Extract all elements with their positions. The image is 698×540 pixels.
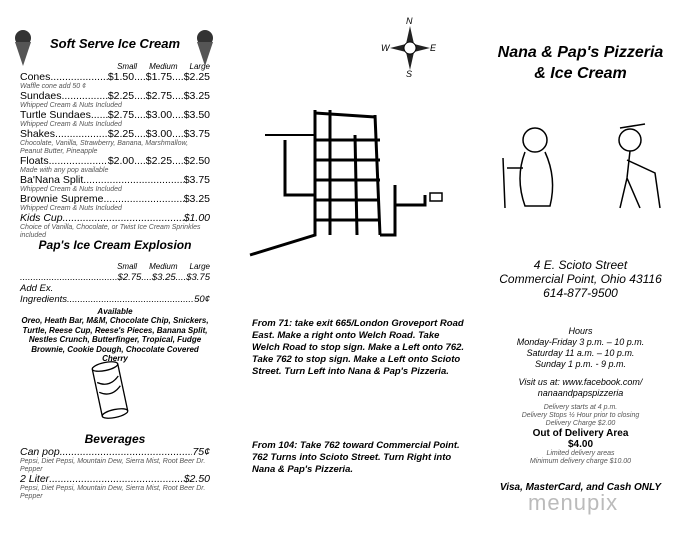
limited-areas: Limited delivery areas <box>546 450 615 457</box>
hours-title: Hours <box>568 326 593 336</box>
compass-n: N <box>406 16 413 26</box>
size-small: Small <box>117 262 138 271</box>
facebook-link[interactable]: Visit us at: www.facebook.com/ <box>518 377 643 387</box>
menu-item <box>20 110 210 121</box>
dot-leader: .... <box>134 90 146 102</box>
dot-leader: .... <box>172 155 184 167</box>
address-line-1: 4 E. Scioto Street <box>533 258 628 272</box>
item-price: $3.00 <box>145 109 173 121</box>
dot-leader <box>60 447 193 458</box>
hours-weekday: Monday-Friday 3 p.m. – 10 p.m. <box>516 337 645 347</box>
out-of-area-price: $4.00 <box>567 439 594 450</box>
soft-serve-list <box>20 62 210 240</box>
menu-item <box>20 72 210 83</box>
size-medium: Medium <box>149 262 178 271</box>
menu-item <box>20 91 210 102</box>
dot-leader <box>50 72 107 83</box>
dot-leader: .... <box>172 90 184 102</box>
item-price: $1.00 <box>183 212 210 224</box>
dot-leader: .... <box>134 128 146 140</box>
dot-leader <box>63 213 184 224</box>
item-description: Whipped Cream & Nuts Included <box>20 205 122 212</box>
item-price: $3.75 <box>183 174 210 186</box>
item-price: $2.50 <box>183 155 210 167</box>
item-description: Waffle cone add 50 ¢ <box>20 83 87 90</box>
item-description: Made with any pop available <box>20 167 109 174</box>
street-map <box>245 105 455 265</box>
size-large: Large <box>189 62 210 71</box>
dot-leader <box>83 175 183 186</box>
address-line-2: Commercial Point, Ohio 43116 <box>499 272 662 286</box>
item-price: $2.25 <box>145 155 173 167</box>
item-description: Pepsi, Diet Pepsi, Mountain Dew, Sierra Mist, Root Beer Dr. Pepper <box>20 458 206 473</box>
item-name: Cones <box>20 71 51 83</box>
directions-from-104: From 104: Take 762 toward Commercial Point. 762 Turns into Scioto Street. Turn Right into Nana & Pap's Pizzeria. <box>252 440 460 475</box>
minimum-charge: Minimum delivery charge $10.00 <box>529 458 632 465</box>
dot-leader <box>91 110 108 121</box>
menu-item <box>20 156 210 167</box>
compass-w: W <box>381 43 390 53</box>
item-price: $2.25 <box>107 90 135 102</box>
price-large: $3.75 <box>186 272 210 283</box>
size-large: Large <box>189 262 210 271</box>
dot-leader: .... <box>172 109 184 121</box>
item-price: $3.50 <box>183 109 210 121</box>
item-description: Choice of Vanilla, Chocolate, or Twist Ice Cream Sprinkles included <box>20 224 201 239</box>
item-name: Turtle Sundaes <box>20 109 91 121</box>
phone: 614-877-9500 <box>543 286 618 300</box>
item-price: $3.25 <box>183 90 210 102</box>
restaurant-name: Nana & Pap's Pizzeria <box>497 44 664 61</box>
available-label: Available <box>97 307 133 316</box>
item-name: Sundaes <box>20 90 62 102</box>
dot-leader <box>49 474 184 485</box>
delivery-start: Delivery starts at 4 p.m. <box>543 404 618 411</box>
item-price: $3.75 <box>183 128 210 140</box>
compass-e: E <box>430 43 437 53</box>
soda-can-icon <box>88 358 133 423</box>
dot-leader <box>49 156 108 167</box>
item-description: Pepsi, Diet Pepsi, Mountain Dew, Sierra Mist, Root Beer Dr. Pepper <box>20 485 206 500</box>
item-price: $1.50 <box>107 71 135 83</box>
item-name: Floats <box>20 155 49 167</box>
item-price: 75¢ <box>192 446 210 458</box>
menu-item <box>20 474 210 485</box>
item-price: $2.50 <box>183 473 210 485</box>
menu-item <box>20 447 210 458</box>
beverages-title: Beverages <box>84 432 146 446</box>
watermark: menupix <box>528 490 619 515</box>
item-name: Kids Cup <box>20 212 63 224</box>
restaurant-name-2: & Ice Cream <box>534 65 627 82</box>
out-of-area-label: Out of Delivery Area <box>532 428 629 439</box>
item-price: $1.75 <box>145 71 173 83</box>
ingredients-label: Ingredients <box>20 294 68 305</box>
item-name: 2 Liter <box>20 473 50 485</box>
beverages-list <box>20 447 210 501</box>
item-price: $3.00 <box>145 128 173 140</box>
menu-item <box>20 175 210 186</box>
item-name: Shakes <box>20 128 56 140</box>
item-description: Whipped Cream & Nuts Included <box>20 121 122 128</box>
directions-from-71: From 71: take exit 665/London Groveport Road East. Make a right onto Welch Road. Take Welch Road to stop sign. Make a Left onto 762. Take 762 to stop sign. Make a Left onto Scioto Street. Turn Left into Nana & Pap's Pizzeria. <box>252 318 465 377</box>
hours-sunday: Sunday 1 p.m. - 9 p.m. <box>534 359 627 369</box>
facebook-link-2[interactable]: nanaandpapspizzeria <box>537 388 624 398</box>
item-price: $2.75 <box>145 90 173 102</box>
item-name: Brownie Supreme <box>20 193 104 205</box>
menu-item <box>20 213 210 224</box>
nana-and-pap-illustration <box>495 118 685 213</box>
available-list: Oreo, Heath Bar, M&M, Chocolate Chip, Snickers, Turtle, Reese Cup, Reese's Pieces, Banana Split, Nestles Crunch, Butterfinger, Tropical, Fudge Brownie, Cookie Dough, Chocolate Covered Cherry <box>21 316 209 363</box>
dot-leader <box>55 129 108 140</box>
add-label: Add Ex. <box>20 283 54 294</box>
ingredients-price: 50¢ <box>194 294 210 305</box>
item-price: $3.25 <box>183 193 210 205</box>
item-price: $2.25 <box>183 71 210 83</box>
size-medium: Medium <box>149 62 178 71</box>
item-description: Whipped Cream & Nuts Included <box>20 102 122 109</box>
price-small: $2.75 <box>117 272 142 283</box>
item-description: Whipped Cream & Nuts Included <box>20 186 122 193</box>
dot-leader: .... <box>134 109 146 121</box>
delivery-stop: Delivery Stops ½ Hour prior to closing <box>521 412 640 419</box>
menu-item <box>20 129 210 140</box>
explosion-section: Small Medium Large ..... $2.75 .... $3.25 .... $3.75 Add Ex. Ingredients ..... 50¢ Available Oreo, Heath Bar, M&M, Chocolate Chip, Snickers, Turtle, Reese Cup, Reese's Pieces, Banana Split, Nestles Crunch, Butterfinger, Tropical, Fudge Brownie, Cookie Dough, Chocolate Covered Cherry <box>20 262 210 364</box>
item-price: $2.00 <box>107 155 135 167</box>
dot-leader: .... <box>172 128 184 140</box>
size-small: Small <box>117 62 138 71</box>
item-name: Can pop <box>20 446 60 458</box>
dot-leader: .... <box>134 71 146 83</box>
compass-rose-icon <box>380 16 440 80</box>
compass-s: S <box>406 69 413 79</box>
item-name: Ba'Nana Split <box>20 174 84 186</box>
hours-saturday: Saturday 11 a.m. – 10 p.m. <box>526 348 635 358</box>
price-medium: $3.25 <box>151 272 176 283</box>
item-price: $2.75 <box>107 109 135 121</box>
dot-leader <box>103 194 183 205</box>
menu-item <box>20 194 210 205</box>
item-description: Chocolate, Vanilla, Strawberry, Banana, Marshmallow, Peanut Butter, Pineapple <box>20 140 189 155</box>
payment-info: Visa, MasterCard, and Cash ONLY <box>499 482 662 493</box>
explosion-title: Pap's Ice Cream Explosion <box>38 238 192 252</box>
dot-leader: .... <box>134 155 146 167</box>
dot-leader <box>61 91 107 102</box>
delivery-charge: Delivery Charge $2.00 <box>545 420 616 427</box>
soft-serve-title: Soft Serve Ice Cream <box>49 36 181 51</box>
item-price: $2.25 <box>107 128 135 140</box>
dot-leader: .... <box>172 71 184 83</box>
